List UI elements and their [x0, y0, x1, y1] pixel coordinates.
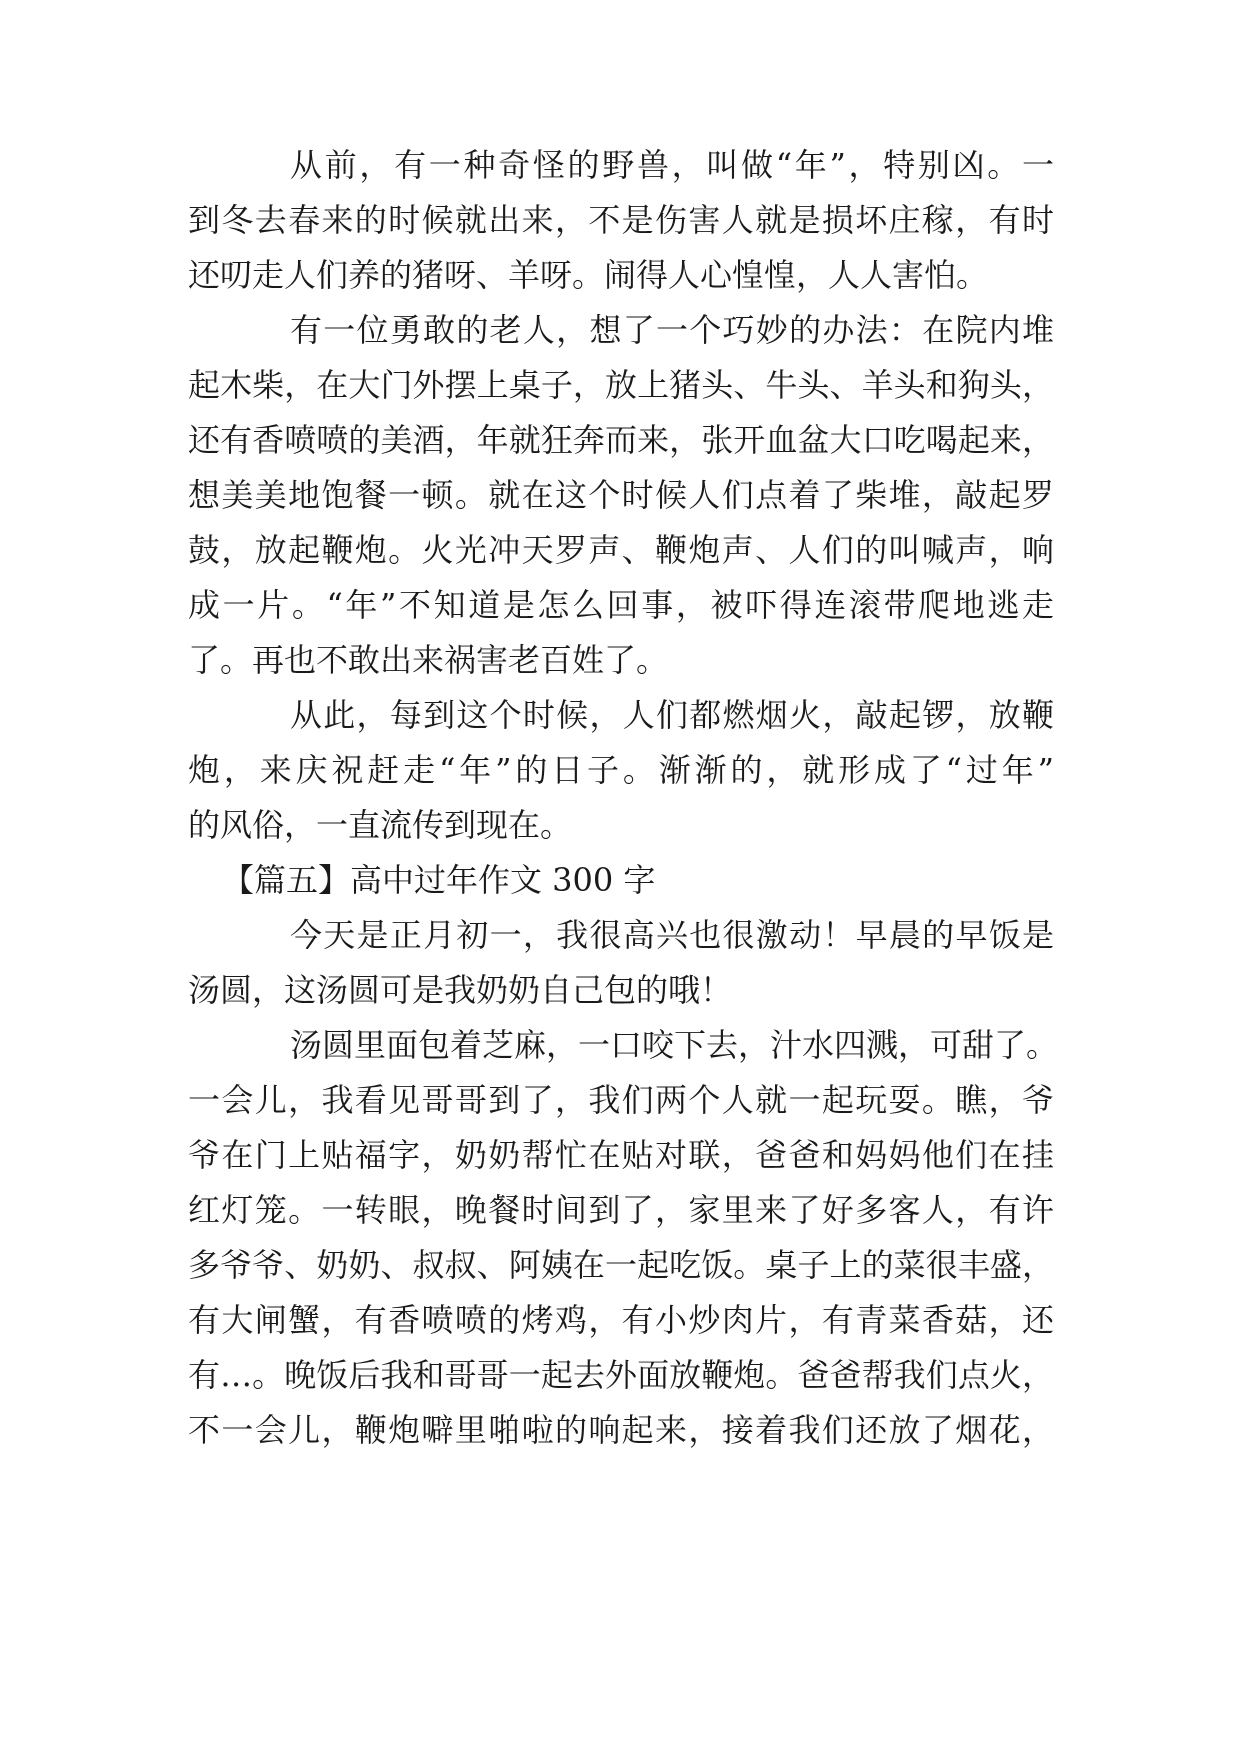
paragraph-line: 有…。晚饭后我和哥哥一起去外面放鞭炮。爸爸帮我们点火， — [188, 1356, 1054, 1394]
paragraph-line: 红灯笼。一转眼，晚餐时间到了，家里来了好多客人，有许 — [188, 1191, 1054, 1229]
paragraph-line: 有一位勇敢的老人，想了一个巧妙的办法：在院内堆 — [290, 311, 1054, 349]
paragraph-line: 多爷爷、奶奶、叔叔、阿姨在一起吃饭。桌子上的菜很丰盛， — [188, 1246, 1054, 1284]
paragraph-line: 爷在门上贴福字，奶奶帮忙在贴对联，爸爸和妈妈他们在挂 — [188, 1136, 1054, 1174]
paragraph-line: 从此，每到这个时候，人们都燃烟火，敲起锣，放鞭 — [290, 696, 1054, 734]
paragraph-line: 还叨走人们养的猪呀、羊呀。闹得人心惶惶，人人害怕。 — [188, 256, 989, 294]
paragraph-line: 起木柴，在大门外摆上桌子，放上猪头、牛头、羊头和狗头， — [188, 366, 1054, 404]
paragraph-line: 到冬去春来的时候就出来，不是伤害人就是损坏庄稼，有时 — [188, 201, 1054, 239]
paragraph-line: 想美美地饱餐一顿。就在这个时候人们点着了柴堆，敲起罗 — [188, 476, 1054, 514]
paragraph-line: 汤圆，这汤圆可是我奶奶自己包的哦！ — [188, 971, 733, 1009]
paragraph-line: 有大闸蟹，有香喷喷的烤鸡，有小炒肉片，有青菜香菇，还 — [188, 1301, 1054, 1339]
paragraph-line: 不一会儿，鞭炮噼里啪啦的响起来，接着我们还放了烟花， — [188, 1411, 1054, 1449]
paragraph-line: 成一片。“年”不知道是怎么回事，被吓得连滚带爬地逃走 — [188, 586, 1054, 624]
paragraph-line: 的风俗，一直流传到现在。 — [188, 806, 573, 844]
paragraph-line: 炮，来庆祝赶走“年”的日子。渐渐的，就形成了“过年” — [188, 751, 1054, 789]
paragraph-line: 今天是正月初一，我很高兴也很激动！早晨的早饭是 — [290, 916, 1054, 954]
paragraph-line: 从前，有一种奇怪的野兽，叫做“年”，特别凶。一 — [290, 146, 1054, 184]
paragraph-line: 一会儿，我看见哥哥到了，我们两个人就一起玩耍。瞧，爷 — [188, 1081, 1054, 1119]
paragraph-line: 还有香喷喷的美酒，年就狂奔而来，张开血盆大口吃喝起来， — [188, 421, 1054, 459]
paragraph-line: 汤圆里面包着芝麻，一口咬下去，汁水四溅，可甜了。 — [290, 1026, 1059, 1064]
paragraph-line: 了。再也不敢出来祸害老百姓了。 — [188, 641, 669, 679]
section-heading: 【篇五】高中过年作文 300 字 — [222, 861, 656, 899]
paragraph-line: 鼓，放起鞭炮。火光冲天罗声、鞭炮声、人们的叫喊声，响 — [188, 531, 1054, 569]
